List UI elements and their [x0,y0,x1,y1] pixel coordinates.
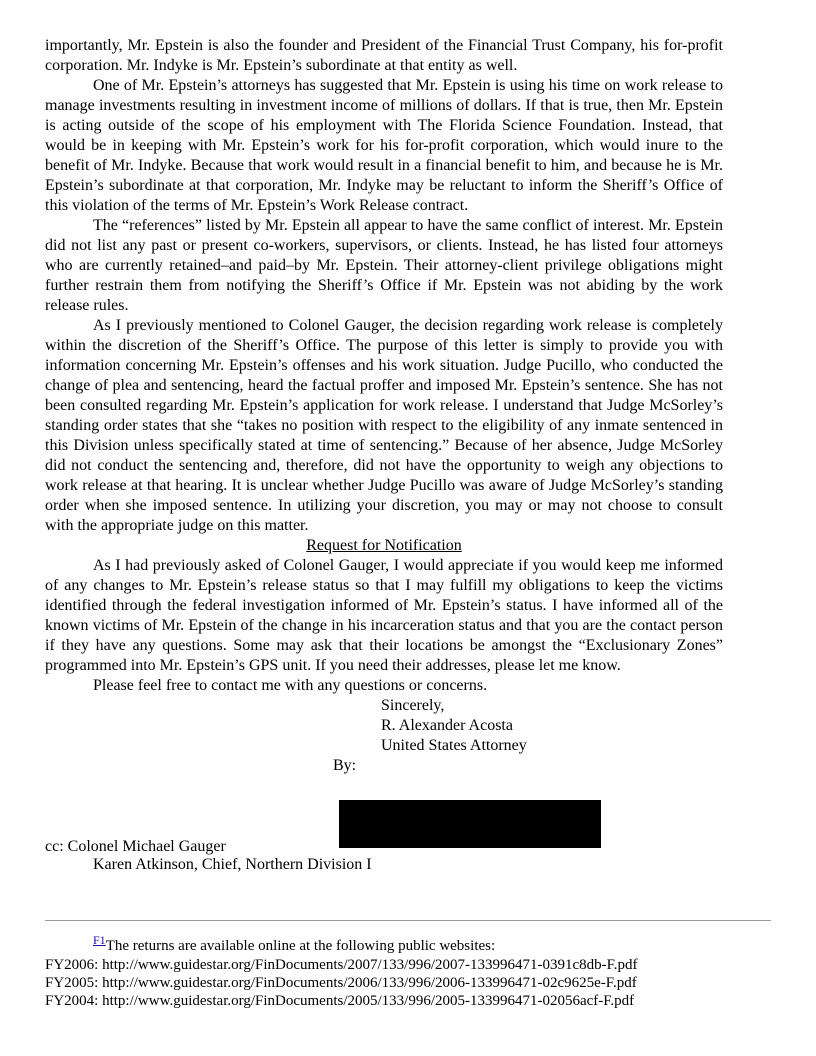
footnote-url-row: FY2004: http://www.guidestar.org/FinDocuments/2005/133/996/2005-133996471-02056acf-F.pdf [45,993,635,1009]
signature-by: By: [333,757,357,774]
redaction-block [339,800,601,848]
signature-closing: Sincerely, [381,697,445,714]
letter-body [45,36,723,874]
footnote-url-row: FY2005: http://www.guidestar.org/FinDocuments/2006/133/996/2006-133996471-02c9625e-F.pdf [45,975,637,991]
section-heading: Request for Notification [306,537,462,554]
footnote-divider [45,920,771,921]
paragraph-5: Please feel free to contact me with any questions or concerns. [93,677,488,694]
footnote-ref-link[interactable]: F1 [93,933,106,947]
footnote-url-row: FY2006: http://www.guidestar.org/FinDocuments/2007/133/996/2007-133996471-0391c8db-F.pdf [45,957,638,973]
cc-line-2: Karen Atkinson, Chief, Northern Division I [93,856,372,873]
paragraph-2: The “references” listed by Mr. Epstein all appear to have the same conflict of interest. Mr. Epstein did not list any past or present co-workers, supervisors, or clients. Instead, he has listed four attorneys who are currently retained–and paid–by Mr. Epstein. Their attorney-client privilege obligations might further restrain them from notifying the Sheriff’s Office if Mr. Epstein was not abiding by the work release rules. [45,217,723,314]
paragraph-0: importantly, Mr. Epstein is also the founder and President of the Financial Trust Company, his for-profit corporation. Mr. Indyke is Mr. Epstein’s subordinate at that entity as well. [45,37,723,74]
signature-title: United States Attorney [381,737,527,754]
paragraph-1: One of Mr. Epstein’s attorneys has suggested that Mr. Epstein is using his time on work release to manage investments resulting in investment income of millions of dollars. If that is true, then Mr. Epstein is acting outside of the scope of his employment with The Florida Science Foundation. Instead, that would be in keeping with Mr. Epstein’s work for his for-profit corporation, which would inure to the benefit of Mr. Indyke. Because that work would result in a financial benefit to him, and because he is Mr. Epstein’s subordinate at that corporation, Mr. Indyke may be reluctant to inform the Sheriff’s Office of this violation of the terms of Mr. Epstein’s Work Release contract. [45,77,723,214]
cc-line-1: cc: Colonel Michael Gauger [45,838,226,855]
paragraph-3: As I previously mentioned to Colonel Gauger, the decision regarding work release is completely within the discretion of the Sheriff’s Office. The purpose of this letter is simply to provide you with information concerning Mr. Epstein’s offenses and his work situation. Judge Pucillo, who conducted the change of plea and sentencing, heard the factual proffer and imposed Mr. Epstein’s sentence. She has not been consulted regarding Mr. Epstein’s application for work release. I understand that Judge McSorley’s standing order states that she “takes no position with respect to the eligibility of any inmate sentenced in this Division unless specifically stated at time of sentencing.” Because of her absence, Judge McSorley did not conduct the sentencing and, therefore, did not have the opportunity to weigh any objections to work release at that hearing. It is unclear whether Judge Pucillo was aware of Judge McSorley’s standing order when she imposed sentence. In utilizing your discretion, you may or may not choose to consult with the appropriate judge on this matter. [45,317,723,534]
signature-name: R. Alexander Acosta [381,717,513,734]
paragraph-4: As I had previously asked of Colonel Gauger, I would appreciate if you would keep me informed of any changes to Mr. Epstein’s release status so that I may fulfill my obligations to keep the victims identified through the federal investigation informed of Mr. Epstein’s status. I have informed all of the known victims of Mr. Epstein of the change in his incarceration status and that you are the contact person if they have any questions. Some may ask that their locations be amongst the “Exclusionary Zones” programmed into Mr. Epstein’s GPS unit. If you need their addresses, please let me know. [45,557,723,674]
footnote [45,930,771,1010]
footnote-text: The returns are available online at the following public websites: [105,938,496,954]
